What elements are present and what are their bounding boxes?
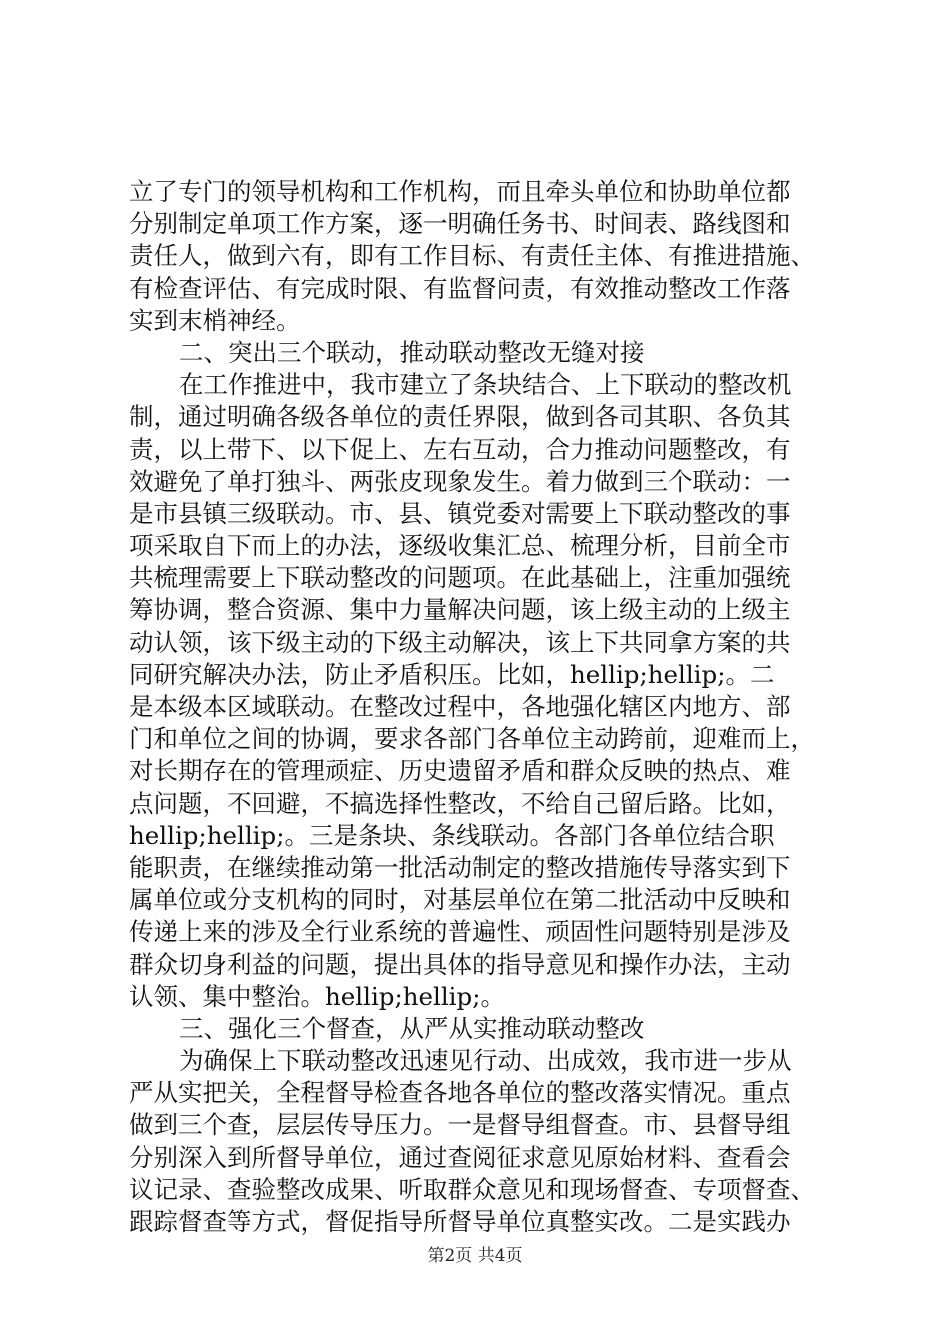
- text-line: 二、突出三个联动，推动联动整改无缝对接: [179, 337, 645, 367]
- text-line: 三、强化三个督查，从严从实推动联动整改: [179, 1013, 645, 1043]
- text-line: 是本级本区域联动。在整改过程中，各地强化辖区内地方、部: [129, 692, 791, 721]
- text-line: 传递上来的涉及全行业系统的普遍性、顽固性问题特别是涉及: [129, 917, 791, 947]
- text-line: 同研究解决办法，防止矛盾积压。比如，hellip;hellip;。二: [129, 659, 775, 689]
- text-line: 认领、集中整治。hellip;hellip;。: [129, 981, 505, 1011]
- text-line: hellip;hellip;。三是条块、条线联动。各部门各单位结合职: [129, 820, 775, 850]
- text-line: 筹协调，整合资源、集中力量解决问题，该上级主动的上级主: [129, 595, 791, 625]
- page-number-indicator: 第2页 共4页: [427, 1246, 523, 1266]
- text-line: 群众切身利益的问题，提出具体的指导意见和操作办法，主动: [129, 949, 791, 979]
- text-line: 效避免了单打独斗、两张皮现象发生。着力做到三个联动：一: [129, 466, 791, 496]
- text-line: 责任人，做到六有，即有工作目标、有责任主体、有推进措施、: [129, 241, 815, 271]
- text-line: 分别深入到所督导单位，通过查阅征求意见原始材料、查看会: [129, 1142, 791, 1172]
- text-line: 项采取自下而上的办法，逐级收集汇总、梳理分析，目前全市: [129, 531, 791, 561]
- text-line: 有检查评估、有完成时限、有监督问责，有效推动整改工作落: [129, 273, 791, 303]
- text-line: 责，以上带下、以下促上、左右互动，合力推动问题整改，有: [129, 434, 791, 464]
- text-line: 做到三个查，层层传导压力。一是督导组督查。市、县督导组: [129, 1110, 791, 1140]
- text-line: 严从实把关，全程督导检查各地各单位的整改落实情况。重点: [129, 1078, 791, 1108]
- text-line: 共梳理需要上下联动整改的问题项。在此基础上，注重加强统: [129, 563, 791, 593]
- text-line: 点问题，不回避，不搞选择性整改，不给自己留后路。比如，: [129, 788, 791, 818]
- text-line: 是市县镇三级联动。市、县、镇党委对需要上下联动整改的事: [129, 498, 791, 528]
- text-line: 对长期存在的管理顽症、历史遗留矛盾和群众反映的热点、难: [129, 756, 791, 786]
- text-line: 分别制定单项工作方案，逐一明确任务书、时间表、路线图和: [129, 209, 791, 239]
- text-line: 实到末梢神经。: [129, 305, 301, 335]
- text-line: 在工作推进中，我市建立了条块结合、上下联动的整改机: [179, 370, 792, 400]
- text-line: 门和单位之间的协调，要求各部门各单位主动跨前，迎难而上，: [129, 724, 815, 754]
- page-footer: [0, 1244, 950, 1268]
- text-line: 动认领，该下级主动的下级主动解决，该上下共同拿方案的共: [129, 627, 791, 657]
- text-line: 能职责，在继续推动第一批活动制定的整改措施传导落实到下: [129, 852, 791, 882]
- text-line: 立了专门的领导机构和工作机构，而且牵头单位和协助单位都: [129, 177, 791, 206]
- text-line: 议记录、查验整改成果、听取群众意见和现场督查、专项督查、: [129, 1174, 815, 1204]
- document-body: [129, 176, 839, 1238]
- text-line: 属单位或分支机构的同时，对基层单位在第二批活动中反映和: [129, 885, 791, 915]
- text-line: 跟踪督查等方式，督促指导所督导单位真整实改。二是实践办: [129, 1207, 791, 1236]
- text-line: 制，通过明确各级各单位的责任界限，做到各司其职、各负其: [129, 402, 791, 432]
- text-line: 为确保上下联动整改迅速见行动、出成效，我市进一步从: [179, 1046, 792, 1076]
